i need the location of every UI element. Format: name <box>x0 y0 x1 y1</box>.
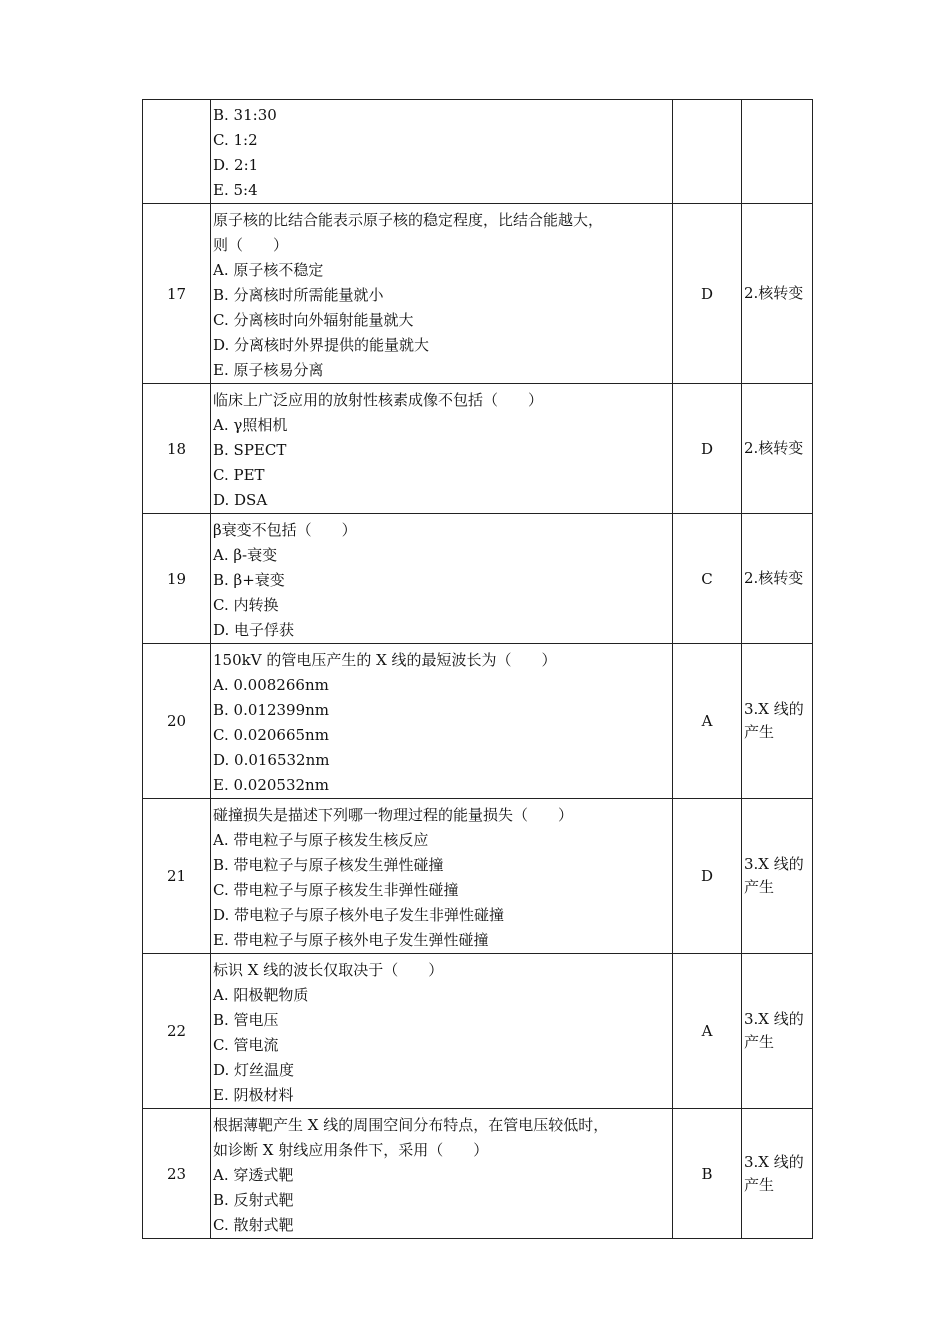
question-number: 19 <box>143 514 211 644</box>
question-number: 22 <box>143 954 211 1109</box>
answer-option: B. 0.012399nm <box>213 701 330 719</box>
correct-answer <box>673 100 742 204</box>
answer-option: A. 带电粒子与原子核发生核反应 <box>213 831 429 849</box>
answer-option: A. 穿透式靶 <box>213 1166 294 1184</box>
answer-option: C. 分离核时向外辐射能量就大 <box>213 311 414 329</box>
question-content <box>211 514 672 643</box>
question-row <box>143 1109 813 1239</box>
topic-label: 3.X 线的产生 <box>744 855 804 896</box>
topic-label: 3.X 线的产生 <box>744 1152 804 1194</box>
correct-answer: A <box>673 644 742 799</box>
question-content <box>211 100 672 203</box>
topic-cell <box>742 204 813 384</box>
question-number: 23 <box>143 1109 211 1239</box>
answer-option: B. 管电压 <box>213 1011 279 1029</box>
question-stem-line: 碰撞损失是描述下列哪一物理过程的能量损失（ ） <box>213 806 574 824</box>
topic-cell <box>742 1109 813 1239</box>
question-stem-line: 原子核的比结合能表示原子核的稳定程度，比结合能越大， <box>213 211 604 229</box>
question-stem-line: 如诊断 X 射线应用条件下，采用（ ） <box>213 1141 489 1159</box>
question-number: 18 <box>143 384 211 514</box>
question-content <box>211 1109 672 1238</box>
answer-option: B. 31:30 <box>213 106 277 124</box>
question-row <box>143 204 813 384</box>
topic-label: 2.核转变 <box>744 284 804 302</box>
question-row <box>143 799 813 954</box>
question-cell <box>211 954 673 1109</box>
question-cell <box>211 384 673 514</box>
correct-answer: D <box>673 799 742 954</box>
question-stem-line: β衰变不包括（ ） <box>213 521 357 539</box>
topic-cell <box>742 954 813 1109</box>
topic-cell <box>742 100 813 204</box>
question-stem-line: 150kV 的管电压产生的 X 线的最短波长为（ ） <box>213 651 557 669</box>
question-cell <box>211 100 673 204</box>
answer-option: C. 带电粒子与原子核发生非弹性碰撞 <box>213 881 459 899</box>
answer-option: E. 0.020532nm <box>213 776 329 794</box>
topic-label: 2.核转变 <box>744 569 804 587</box>
topic-cell <box>742 644 813 799</box>
question-content <box>211 799 672 953</box>
answer-option: C. 内转换 <box>213 596 279 614</box>
question-row <box>143 100 813 204</box>
question-row <box>143 954 813 1109</box>
answer-option: D. 灯丝温度 <box>213 1061 295 1079</box>
topic-label: 3.X 线的产生 <box>744 1010 804 1051</box>
question-row <box>143 644 813 799</box>
answer-option: A. β-衰变 <box>213 546 278 564</box>
question-cell <box>211 514 673 644</box>
answer-option: A. 原子核不稳定 <box>213 261 324 279</box>
question-row <box>143 514 813 644</box>
topic-label: 2.核转变 <box>744 439 804 457</box>
answer-option: B. SPECT <box>213 441 287 459</box>
question-number: 20 <box>143 644 211 799</box>
question-content <box>211 384 672 513</box>
answer-option: D. 分离核时外界提供的能量就大 <box>213 336 430 354</box>
answer-option: E. 阴极材料 <box>213 1086 294 1104</box>
answer-option: C. 管电流 <box>213 1036 279 1054</box>
question-cell <box>211 204 673 384</box>
exam-table-body <box>143 100 813 1239</box>
topic-cell <box>742 384 813 514</box>
answer-option: D. 2:1 <box>213 156 259 174</box>
question-cell <box>211 644 673 799</box>
correct-answer: A <box>673 954 742 1109</box>
answer-option: D. 电子俘获 <box>213 621 295 639</box>
question-content <box>211 954 672 1108</box>
question-number: 17 <box>143 204 211 384</box>
question-content <box>211 644 672 798</box>
question-stem-line: 标识 X 线的波长仅取决于（ ） <box>213 961 444 979</box>
answer-option: A. 0.008266nm <box>213 676 329 694</box>
answer-option: A. 阳极靶物质 <box>213 986 309 1004</box>
correct-answer: C <box>673 514 742 644</box>
answer-option: D. 带电粒子与原子核外电子发生非弹性碰撞 <box>213 906 505 924</box>
exam-question-table <box>142 99 813 1239</box>
answer-option: B. 分离核时所需能量就小 <box>213 286 384 304</box>
correct-answer: B <box>673 1109 742 1239</box>
answer-option: E. 原子核易分离 <box>213 361 324 379</box>
topic-cell <box>742 514 813 644</box>
topic-cell <box>742 799 813 954</box>
correct-answer: D <box>673 384 742 514</box>
question-cell <box>211 1109 673 1239</box>
answer-option: C. 1:2 <box>213 131 258 149</box>
answer-option: C. PET <box>213 466 265 484</box>
answer-option: C. 0.020665nm <box>213 726 329 744</box>
answer-option: B. 反射式靶 <box>213 1191 294 1209</box>
question-stem-line: 则（ ） <box>213 236 289 254</box>
question-number <box>143 100 211 204</box>
question-stem-line: 临床上广泛应用的放射性核素成像不包括（ ） <box>213 391 544 409</box>
answer-option: B. β+衰变 <box>213 571 285 589</box>
answer-option: D. 0.016532nm <box>213 751 330 769</box>
answer-option: B. 带电粒子与原子核发生弹性碰撞 <box>213 856 444 874</box>
correct-answer: D <box>673 204 742 384</box>
answer-option: E. 带电粒子与原子核外电子发生弹性碰撞 <box>213 931 489 949</box>
question-stem-line: 根据薄靶产生 X 线的周围空间分布特点，在管电压较低时， <box>213 1116 609 1134</box>
question-row <box>143 384 813 514</box>
answer-option: A. γ照相机 <box>213 416 288 434</box>
answer-option: D. DSA <box>213 491 268 509</box>
topic-label: 3.X 线的产生 <box>744 700 804 741</box>
question-cell <box>211 799 673 954</box>
answer-option: C. 散射式靶 <box>213 1216 294 1234</box>
answer-option: E. 5:4 <box>213 181 258 199</box>
question-number: 21 <box>143 799 211 954</box>
question-content <box>211 204 672 383</box>
